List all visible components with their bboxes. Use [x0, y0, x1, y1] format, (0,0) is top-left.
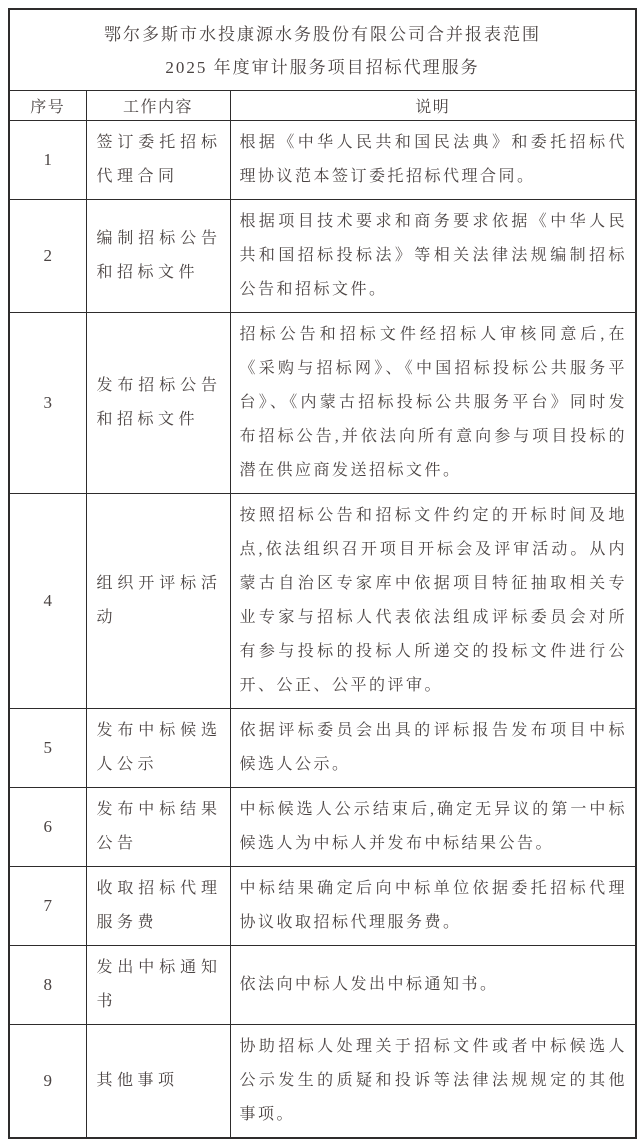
row-task: 签订委托招标代理合同	[86, 121, 230, 200]
row-description: 中标候选人公示结束后,确定无异议的第一中标候选人为中标人并发布中标结果公告。	[230, 788, 636, 867]
header-cell-desc: 说明	[230, 91, 636, 121]
table-row	[9, 313, 636, 494]
table-row	[9, 121, 636, 200]
row-description: 根据项目技术要求和商务要求依据《中华人民共和国招标投标法》等相关法律法规编制招标公告和招标文件。	[230, 200, 636, 313]
row-description: 中标结果确定后向中标单位依据委托招标代理协议收取招标代理服务费。	[230, 867, 636, 946]
table-row	[9, 494, 636, 709]
header-cell-no: 序号	[9, 91, 86, 121]
table-row	[9, 946, 636, 1025]
row-task: 发布招标公告和招标文件	[86, 313, 230, 494]
row-description: 按照招标公告和招标文件约定的开标时间及地点,依法组织召开项目开标会及评审活动。从内蒙古自治区专家库中依据项目特征抽取相关专业专家与招标人代表依法组成评标委员会对所有参与投标的投标人所递交的投标文件进行公开、公正、公平的评审。	[230, 494, 636, 709]
row-task: 发出中标通知书	[86, 946, 230, 1025]
table-header-row	[9, 91, 636, 121]
row-number: 2	[9, 200, 86, 313]
row-number: 7	[9, 867, 86, 946]
table-row	[9, 709, 636, 788]
table-row	[9, 200, 636, 313]
document-title-cell	[9, 9, 636, 91]
row-task: 组织开评标活动	[86, 494, 230, 709]
table-row	[9, 1025, 636, 1139]
row-number: 3	[9, 313, 86, 494]
document-title-line1: 鄂尔多斯市水投康源水务股份有限公司合并报表范围	[104, 25, 541, 44]
row-number: 1	[9, 121, 86, 200]
row-task: 发布中标结果公告	[86, 788, 230, 867]
document-title-line2: 2025 年度审计服务项目招标代理服务	[165, 58, 480, 77]
work-content-table	[8, 8, 637, 1139]
table-row	[9, 867, 636, 946]
table-body	[9, 9, 636, 1138]
row-number: 4	[9, 494, 86, 709]
row-number: 5	[9, 709, 86, 788]
row-task: 编制招标公告和招标文件	[86, 200, 230, 313]
row-description: 依法向中标人发出中标通知书。	[230, 946, 636, 1025]
row-task: 收取招标代理服务费	[86, 867, 230, 946]
row-description: 协助招标人处理关于招标文件或者中标候选人公示发生的质疑和投诉等法律法规规定的其他事项。	[230, 1025, 636, 1139]
row-task: 其他事项	[86, 1025, 230, 1139]
row-task: 发布中标候选人公示	[86, 709, 230, 788]
row-description: 依据评标委员会出具的评标报告发布项目中标候选人公示。	[230, 709, 636, 788]
row-number: 9	[9, 1025, 86, 1139]
table-row	[9, 788, 636, 867]
title-row	[9, 9, 636, 91]
row-description: 招标公告和招标文件经招标人审核同意后,在《采购与招标网》、《中国招标投标公共服务平台》、《内蒙古招标投标公共服务平台》同时发布招标公告,并依法向所有意向参与项目投标的潜在供应商发送招标文件。	[230, 313, 636, 494]
row-number: 6	[9, 788, 86, 867]
row-number: 8	[9, 946, 86, 1025]
row-description: 根据《中华人民共和国民法典》和委托招标代理协议范本签订委托招标代理合同。	[230, 121, 636, 200]
header-cell-task: 工作内容	[86, 91, 230, 121]
